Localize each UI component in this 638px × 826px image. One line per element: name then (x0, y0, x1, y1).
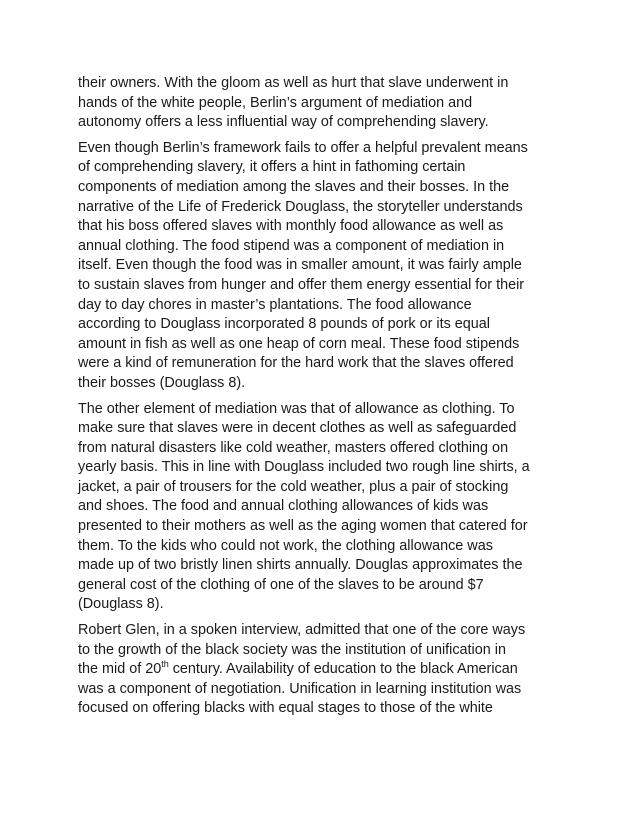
text-line: day to day chores in master’s plantations. The food allowance (78, 296, 472, 313)
text-line: components of mediation among the slaves and their bosses. In the (78, 178, 510, 195)
text-line-with-superscript (78, 660, 568, 680)
text-line: itself. Even though the food was in smaller amount, it was fairly ample (78, 257, 522, 274)
text-line: that his boss offered slaves with monthly food allowance as well as (78, 218, 504, 235)
text-line: focused on offering blacks with equal stages to those of the white (78, 700, 493, 717)
text-line: (Douglass 8). (78, 596, 164, 613)
text-line: autonomy offers a less influential way of comprehending slavery. (78, 114, 489, 131)
text-segment: the mid of 20 (78, 661, 162, 678)
text-line: general cost of the clothing of one of the slaves to be around $7 (78, 576, 484, 593)
text-line: annual clothing. The food stipend was a component of mediation in (78, 237, 505, 254)
paragraph-3 (78, 400, 568, 616)
paragraph-2 (78, 139, 568, 394)
text-line: Even though Berlin’s framework fails to offer a helpful prevalent means (78, 139, 528, 156)
text-segment: century. Availability of education to the black American (168, 661, 518, 678)
paragraph-1 (78, 74, 568, 133)
ordinal-superscript: th (161, 659, 169, 670)
text-line: make sure that slaves were in decent clothes as well as safeguarded (78, 420, 517, 437)
body-text (78, 74, 568, 725)
text-line: of comprehending slavery, it offers a hint in fathoming certain (78, 159, 466, 176)
text-line: to the growth of the black society was the institution of unification in (78, 641, 506, 658)
text-line: their owners. With the gloom as well as hurt that slave underwent in (78, 75, 509, 91)
text-line: from natural disasters like cold weather, masters offered clothing on (78, 439, 509, 456)
text-line: to sustain slaves from hunger and offer them energy essential for their (78, 276, 525, 293)
text-line: and shoes. The food and annual clothing allowances of kids was (78, 498, 489, 515)
paragraph-4 (78, 621, 568, 719)
text-line: according to Douglass incorporated 8 pounds of pork or its equal (78, 316, 490, 333)
text-line: narrative of the Life of Frederick Douglass, the storyteller understands (78, 198, 523, 215)
text-line: hands of the white people, Berlin’s argument of mediation and (78, 94, 473, 111)
text-line: The other element of mediation was that of allowance as clothing. To (78, 400, 515, 417)
text-line: them. To the kids who could not work, the clothing allowance was (78, 537, 493, 554)
text-line: yearly basis. This in line with Douglass included two rough line shirts, a (78, 459, 530, 476)
text-line: made up of two bristly linen shirts annually. Douglas approximates the (78, 557, 523, 574)
text-line: jacket, a pair of trousers for the cold weather, plus a pair of stocking (78, 478, 509, 495)
text-line: their bosses (Douglass 8). (78, 374, 246, 391)
text-line: were a kind of remuneration for the hard work that the slaves offered (78, 355, 514, 372)
text-line: amount in fish as well as one heap of corn meal. These food stipends (78, 335, 520, 352)
text-line: presented to their mothers as well as the aging women that catered for (78, 518, 528, 535)
text-line: was a component of negotiation. Unification in learning institution was (78, 680, 522, 697)
text-line: Robert Glen, in a spoken interview, admitted that one of the core ways (78, 622, 526, 639)
